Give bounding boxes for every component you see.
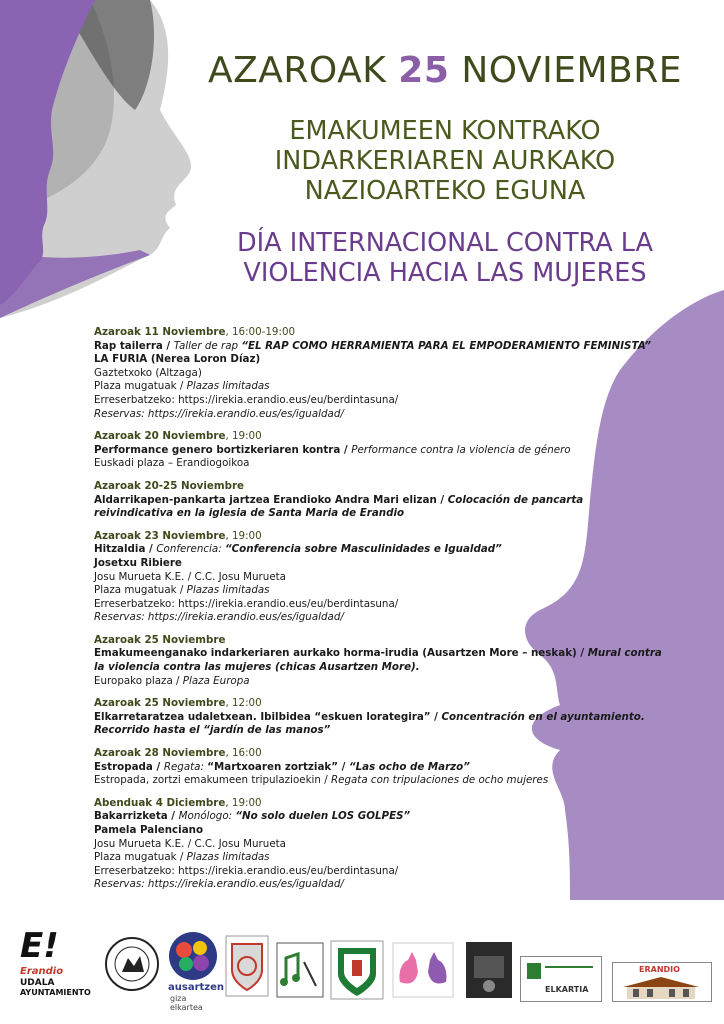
event-reservation-eu[interactable]: Erreserbatzeko: https://irekia.erandio.eus/eu/berdintasuna/ — [94, 393, 399, 406]
event-subtitle-eu: “Martxoaren zortziak” / — [207, 760, 349, 773]
event-seats-es: Plazas limitadas — [186, 851, 270, 864]
event-date: Azaroak 25 Noviembre — [94, 633, 226, 646]
hands-logo — [392, 942, 454, 998]
event-reservation-es[interactable]: Reservas: https://irekia.erandio.eus/es/igualdad/ — [94, 407, 344, 420]
event-subtitle-es: “Las ocho de Marzo” — [348, 760, 470, 773]
events-list — [94, 326, 662, 901]
event-title-eu: Hitzaldia / — [94, 543, 157, 556]
shield-logo — [224, 934, 270, 998]
event-time: , 16:00-19:00 — [225, 326, 296, 338]
event-place: Josu Murueta K.E. / C.C. Josu Murueta — [94, 570, 286, 583]
event-date: Azaroak 20-25 Noviembre — [94, 479, 245, 492]
association-circle-logo — [104, 936, 160, 992]
event-title-eu: Aldarrikapen-pankarta jartzea Erandioko Andra Mari elizan / — [94, 493, 448, 506]
basque-title-line: EMAKUMEEN KONTRAKO — [289, 116, 601, 146]
basque-title-line: NAZIOARTEKO EGUNA — [304, 176, 586, 206]
event-time: , 19:00 — [225, 796, 262, 809]
event-place: Josu Murueta K.E. / C.C. Josu Murueta — [94, 837, 286, 850]
event-date: Azaroak 23 Noviembre — [94, 529, 226, 542]
event-place-eu: Europako plaza / — [94, 674, 183, 687]
event-date: Azaroak 25 Noviembre — [94, 697, 226, 710]
event-place-es: Regata con tripulaciones de ocho mujeres — [330, 774, 549, 787]
event-place: Euskadi plaza – Erandiogoikoa — [94, 457, 250, 470]
event-subtitle: “Conferencia sobre Masculinidades e Igualdad” — [224, 543, 502, 556]
ausartzen-logo — [166, 930, 225, 1012]
event-place-es: Plaza Europa — [182, 674, 250, 687]
event-seats-es: Plazas limitadas — [186, 584, 270, 597]
event-item — [94, 326, 662, 421]
event-time: , 19:00 — [225, 430, 262, 443]
date-title: AZAROAK 25 NOVIEMBRE — [207, 50, 682, 91]
event-item — [94, 480, 662, 521]
event-title-eu: Elkarretaratzea udaletxean. Ibilbidea “eskuen lorategira” / — [94, 710, 442, 723]
event-title-es: Mural contra la violencia contra las mujeres (chicas Ausartzen More). — [94, 647, 662, 674]
ausartzen-subtitle: giza elkartea — [170, 994, 203, 1012]
event-title-es: Taller de rap — [173, 339, 242, 352]
erandio-logo-sub1: UDALA — [20, 978, 55, 988]
ausartzen-emblem — [166, 930, 220, 982]
event-title-eu: Performance genero bortizkeriaren kontra / — [94, 443, 352, 456]
event-item — [94, 634, 662, 688]
erandio-logo-name: Erandio — [20, 966, 64, 977]
event-reservation-es[interactable]: Reservas: https://irekia.erandio.eus/es/igualdad/ — [94, 878, 344, 891]
ausartzen-name: ausartzen — [168, 982, 225, 993]
event-title-es: Colocación de pancarta reivindicativa en la iglesia de Santa Maria de Erandio — [94, 493, 584, 520]
event-title-es: Conferencia: — [156, 543, 225, 556]
elkartia-name: ELKARTIA — [545, 985, 589, 994]
elkartia-emblem — [521, 957, 599, 985]
spanish-title-line: VIOLENCIA HACIA LAS MUJERES — [243, 258, 647, 288]
event-date: Azaroak 20 Noviembre — [94, 430, 226, 443]
event-title-es: Regata: — [163, 760, 208, 773]
erandio-logo-mark: E! — [20, 926, 59, 966]
event-subtitle: “No solo duelen LOS GOLPES” — [235, 810, 411, 823]
event-item — [94, 530, 662, 625]
event-item — [94, 747, 662, 788]
event-item — [94, 797, 662, 892]
basque-title — [180, 116, 710, 206]
event-title-es: Performance contra la violencia de género — [351, 443, 571, 456]
event-time: , 12:00 — [225, 697, 262, 710]
event-seats-eu: Plaza mugatuak / — [94, 851, 187, 864]
event-reservation-eu[interactable]: Erreserbatzeko: https://irekia.erandio.eus/eu/berdintasuna/ — [94, 597, 399, 610]
event-seats-eu: Plaza mugatuak / — [94, 380, 187, 393]
erandio-building-logo — [612, 962, 712, 1002]
building-icon — [613, 975, 709, 1001]
music-school-logo — [276, 942, 324, 998]
event-date: Azaroak 11 Noviembre — [94, 326, 226, 338]
event-place-eu: Estropada, zortzi emakumeen tripulazioekin / — [94, 774, 331, 787]
erandio-udala-logo — [18, 928, 102, 1000]
event-title-eu: Bakarrizketa / — [94, 810, 179, 823]
event-performer: LA FURIA (Nerea Loron Díaz) — [94, 353, 261, 366]
event-performer: Josetxu Ribiere — [94, 556, 182, 569]
event-date: Azaroak 28 Noviembre — [94, 747, 226, 760]
event-time: , 16:00 — [225, 747, 262, 760]
event-performer: Pamela Palenciano — [94, 824, 204, 836]
spanish-title-line: DÍA INTERNACIONAL CONTRA LA — [236, 228, 653, 258]
event-title-es: Concentración en el ayuntamiento. Recorrido hasta el “jardín de las manos” — [94, 710, 645, 737]
sports-club-shield-logo — [330, 940, 384, 1000]
event-place: Gaztetxoko (Altzaga) — [94, 366, 202, 379]
event-title-eu: Rap tailerra / — [94, 339, 174, 352]
photo-logo — [466, 942, 512, 998]
event-reservation-es[interactable]: Reservas: https://irekia.erandio.eus/es/igualdad/ — [94, 611, 344, 624]
event-seats-eu: Plaza mugatuak / — [94, 584, 187, 597]
basque-title-line: INDARKERIAREN AURKAKO — [274, 146, 616, 176]
erandio-building-name: ERANDIO — [639, 965, 680, 974]
sponsor-logos-row — [0, 926, 724, 1012]
event-title-eu: Emakumeenganako indarkeriaren aurkako horma-irudia (Ausartzen More – neskak) / — [94, 647, 588, 660]
erandio-logo-sub2: AYUNTAMIENTO — [20, 988, 91, 997]
event-item — [94, 430, 662, 471]
elkartia-logo — [520, 956, 602, 1002]
event-title-eu: Estropada / — [94, 760, 164, 773]
event-seats-es: Plazas limitadas — [186, 380, 270, 393]
event-time: , 19:00 — [225, 529, 262, 542]
event-item — [94, 697, 662, 738]
event-date: Abenduak 4 Diciembre — [94, 796, 226, 809]
event-subtitle: “EL RAP COMO HERRAMIENTA PARA EL EMPODERAMIENTO FEMINISTA” — [241, 339, 652, 352]
spanish-title — [180, 228, 710, 288]
event-reservation-eu[interactable]: Erreserbatzeko: https://irekia.erandio.eus/eu/berdintasuna/ — [94, 864, 399, 877]
event-title-es: Monólogo: — [178, 810, 236, 823]
